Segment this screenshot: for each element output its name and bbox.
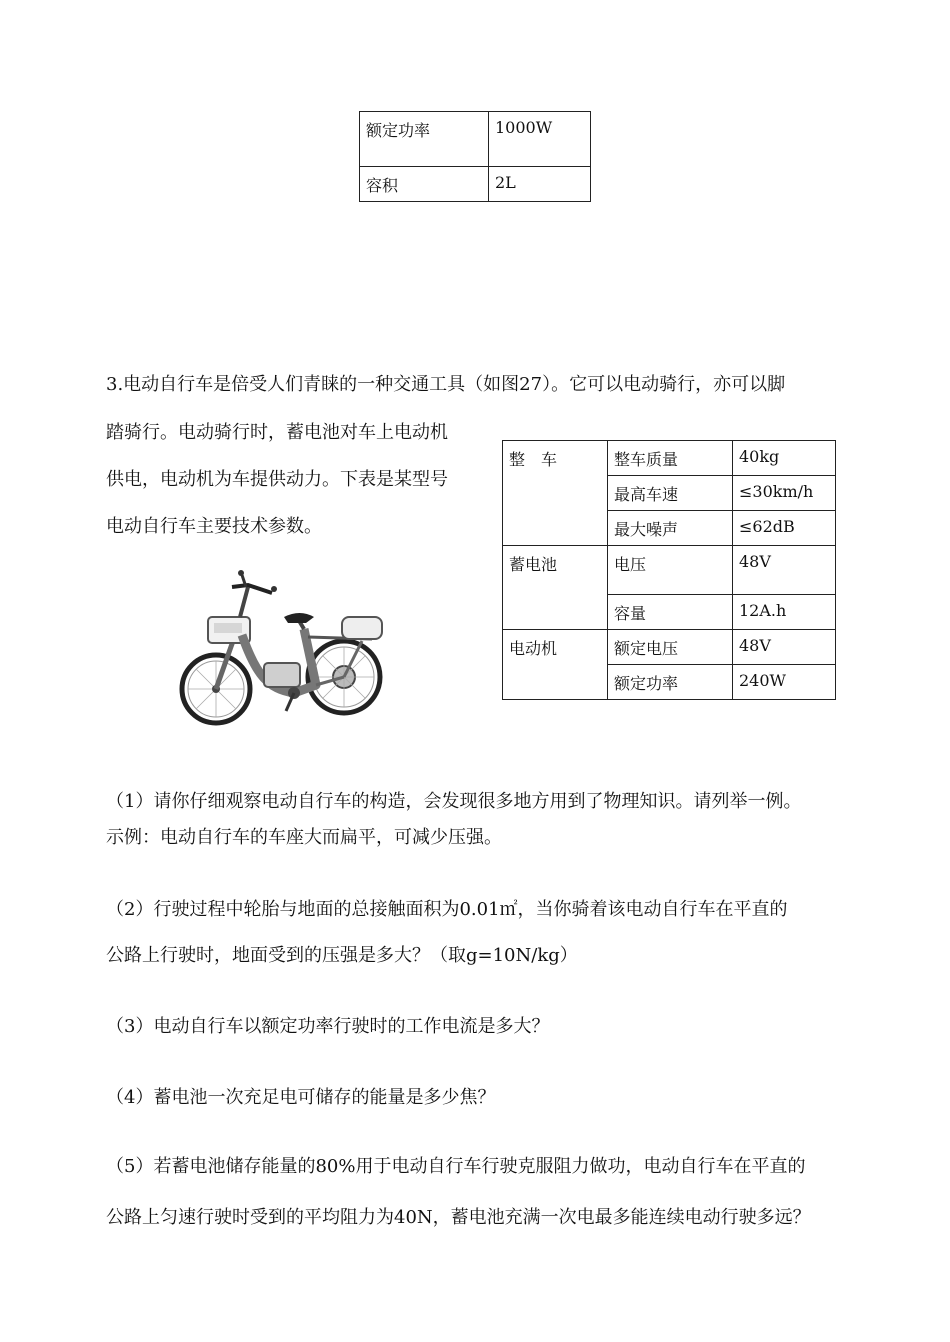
table-row [503,630,836,665]
question-intro-line: 3.电动自行车是倍受人们青睐的一种交通工具（如图27）。它可以电动骑行，亦可以脚 [106,374,786,395]
table-cell-value: 1000W [489,112,591,167]
value-cell: 240W [733,665,836,700]
question-intro-line: 供电，电动机为车提供动力。下表是某型号 [106,469,448,490]
subquestion-line: 公路上匀速行驶时受到的平均阻力为40N，蓄电池充满一次电最多能连续电动行驶多远？ [106,1207,811,1228]
table-row [360,167,591,202]
table-cell-label: 额定功率 [360,112,489,167]
table-row [503,546,836,595]
question-intro-line: 电动自行车主要技术参数。 [106,516,322,537]
param-cell: 整车质量 [608,441,733,476]
subquestion-line: （3）电动自行车以额定功率行驶时的工作电流是多大？ [106,1016,550,1037]
param-cell: 额定电压 [608,630,733,665]
param-cell: 最高车速 [608,476,733,511]
table-cell-label: 容积 [360,167,489,202]
subquestion-line: 示例：电动自行车的车座大而扁平，可减少压强。 [106,827,502,848]
group-cell: 电动机 [503,630,608,700]
value-cell: 40kg [733,441,836,476]
subquestion-line: （2）行驶过程中轮胎与地面的总接触面积为0.01㎡，当你骑着该电动自行车在平直的 [106,899,788,920]
table-row [503,441,836,476]
group-cell: 蓄电池 [503,546,608,630]
subquestion-line: 公路上行驶时，地面受到的压强是多大？（取g=10N/kg） [106,945,578,966]
param-cell: 额定功率 [608,665,733,700]
param-cell: 电压 [608,546,733,595]
group-cell: 整 车 [503,441,608,546]
subquestion-line: （5）若蓄电池储存能量的80%用于电动自行车行驶克服阻力做功，电动自行车在平直的 [106,1156,806,1177]
electric-bicycle-image [176,565,390,735]
value-cell: 12A.h [733,595,836,630]
top-spec-table [359,111,591,202]
value-cell: 48V [733,546,836,595]
table-cell-value: 2L [489,167,591,202]
param-cell: 最大噪声 [608,511,733,546]
value-cell: 48V [733,630,836,665]
value-cell: ≤30km/h [733,476,836,511]
subquestion-line: （4）蓄电池一次充足电可储存的能量是多少焦？ [106,1087,496,1108]
param-cell: 容量 [608,595,733,630]
value-cell: ≤62dB [733,511,836,546]
question-intro-line: 踏骑行。电动骑行时，蓄电池对车上电动机 [106,422,448,443]
spec-table [502,440,836,700]
table-row [360,112,591,167]
subquestion-line: （1）请你仔细观察电动自行车的构造，会发现很多地方用到了物理知识。请列举一例。 [106,791,802,812]
